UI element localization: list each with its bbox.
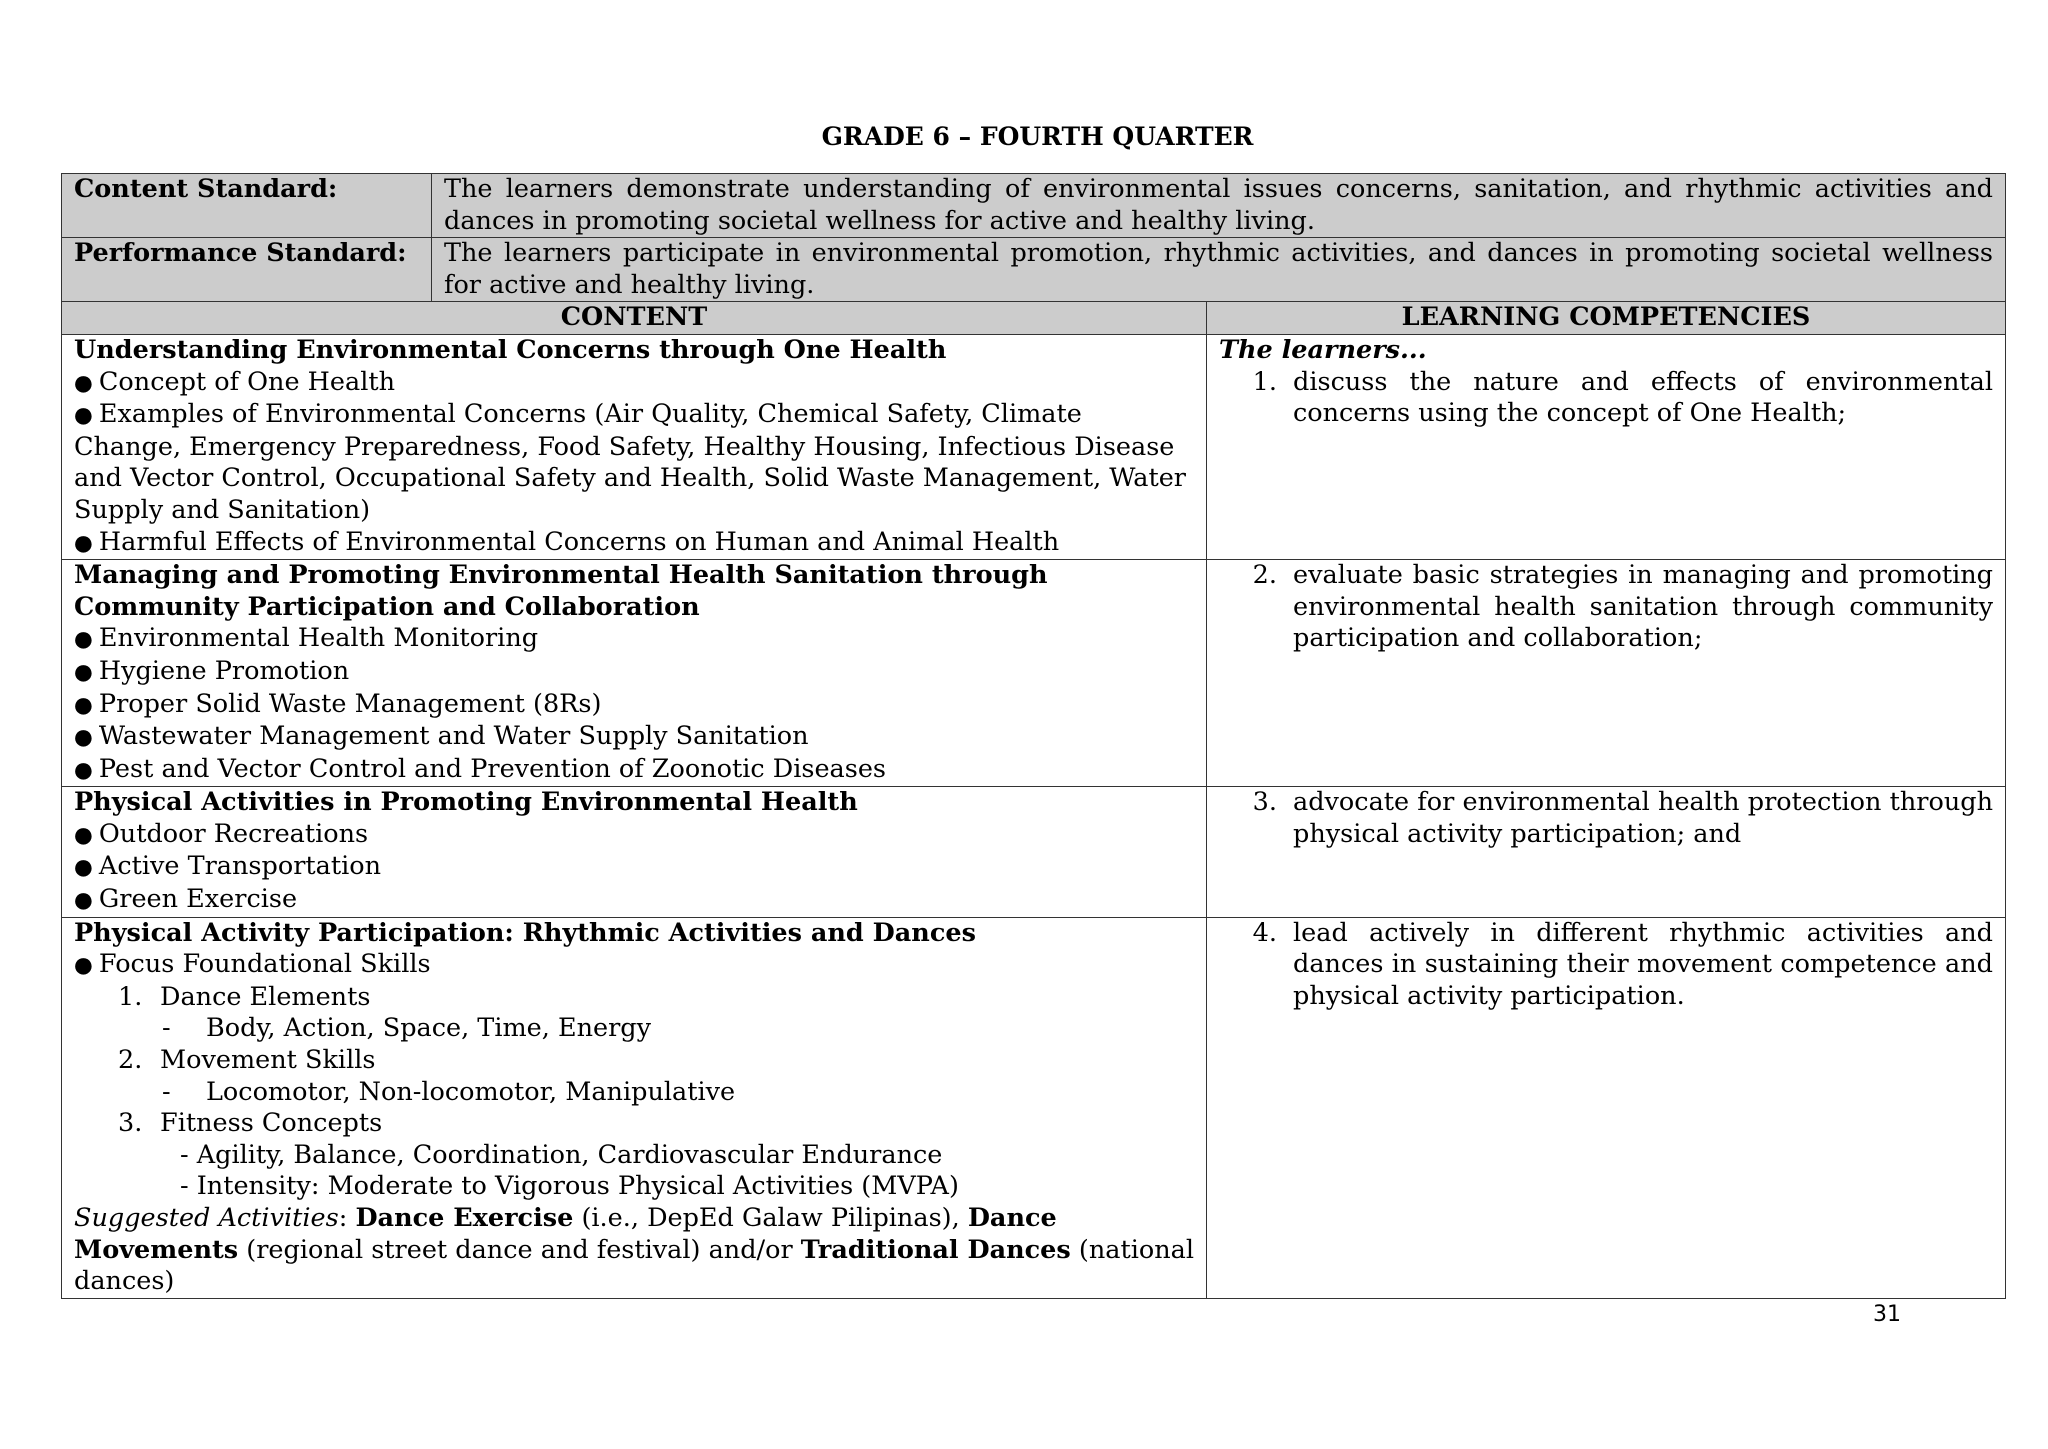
competency-text: advocate for environmental health protection through physical activity participation; and [1293, 787, 1994, 849]
learners-intro: The learners... [1219, 334, 1427, 365]
page-number: 31 [1873, 1302, 1901, 1327]
competency-text: evaluate basic strategies in managing and promoting environmental health sanitation through community participation and collaboration; [1293, 560, 1994, 654]
competency-item [1219, 560, 1993, 655]
bullet-icon [74, 527, 99, 557]
competency-number: 4. [1252, 917, 1277, 948]
content-cell [62, 787, 1207, 917]
competency-number: 1. [1252, 366, 1277, 397]
performance-standard-row [62, 238, 2006, 302]
bullet-icon [74, 399, 99, 429]
suggested-activities: Suggested Activities: Dance Exercise (i.e., DepEd Galaw Pilipinas), Dance Movements (regional street dance and festival) and/or Traditional Dances (national dances) [74, 1203, 1194, 1297]
list-item: ● Hygiene Promotion [74, 656, 1194, 689]
column-header-row [62, 302, 2006, 335]
list-item: ● Proper Solid Waste Management (8Rs) [74, 689, 1194, 722]
list-item: ● Green Exercise [74, 884, 1194, 917]
competencies-header: LEARNING COMPETENCIES [1207, 302, 2006, 335]
table-row [62, 334, 2006, 559]
performance-standard-label: Performance Standard: [62, 238, 432, 302]
competency-text: lead actively in different rhythmic activities and dances in sustaining their movement competence and physical activity participation. [1293, 917, 1994, 1011]
content-header: CONTENT [62, 302, 1207, 335]
bullet-icon [74, 367, 99, 397]
bullet-icon [74, 819, 99, 849]
list-item: ● Pest and Vector Control and Prevention of Zoonotic Diseases [74, 754, 1194, 787]
table-row [62, 560, 2006, 787]
skill-detail: - Intensity: Moderate to Vigorous Physical Activities (MVPA) [180, 1171, 959, 1202]
topic-heading: Understanding Environmental Concerns through One Health [74, 334, 947, 365]
skill-item: 1. Dance Elements [118, 981, 371, 1012]
performance-standard-text: The learners participate in environmental promotion, rhythmic activities, and dances in promoting societal wellness for active and healthy living. [432, 238, 2006, 302]
skill-detail: - Body, Action, Space, Time, Energy [162, 1013, 652, 1044]
bullet-icon [74, 851, 99, 881]
competency-cell [1207, 917, 2006, 1298]
list-item: ● Wastewater Management and Water Supply Sanitation [74, 721, 1194, 754]
bullet-icon [74, 623, 99, 653]
page-title: GRADE 6 – FOURTH QUARTER [821, 122, 1254, 151]
list-item: ● Examples of Environmental Concerns (Air Quality, Chemical Safety, Climate Change, Emergency Preparedness, Food Safety, Healthy Housing, Infectious Disease and Vector Control, Occupational Safety and Health, Solid Waste Management, Water Supply and Sanitation) [74, 399, 1194, 526]
content-cell [62, 917, 1207, 1298]
skill-item: 3. Fitness Concepts [118, 1108, 383, 1139]
bullet-icon [74, 884, 99, 914]
topic-heading: Physical Activities in Promoting Environmental Health [74, 787, 858, 818]
competency-number: 2. [1252, 560, 1277, 591]
curriculum-table [61, 173, 2006, 1299]
list-item: ● Concept of One Health [74, 367, 1194, 400]
table-row [62, 787, 2006, 917]
bullet-icon [74, 656, 99, 686]
competency-cell [1207, 787, 2006, 917]
competency-cell [1207, 560, 2006, 787]
competency-cell [1207, 334, 2006, 559]
table-row [62, 917, 2006, 1298]
skill-detail: - Agility, Balance, Coordination, Cardiovascular Endurance [180, 1139, 943, 1170]
competency-item [1219, 367, 1993, 430]
topic-heading: Managing and Promoting Environmental Health Sanitation through Community Participation and Collaboration [74, 560, 1048, 622]
competency-text: discuss the nature and effects of environmental concerns using the concept of One Health; [1293, 366, 1994, 429]
content-cell [62, 560, 1207, 787]
competency-item [1219, 918, 1993, 1013]
content-standard-text: The learners demonstrate understanding of environmental issues concerns, sanitation, and rhythmic activities and dances in promoting societal wellness for active and healthy living. [432, 174, 2006, 238]
list-item: ● Active Transportation [74, 851, 1194, 884]
list-item: ● Environmental Health Monitoring [74, 623, 1194, 656]
competency-number: 3. [1252, 787, 1277, 818]
bullet-icon [74, 949, 99, 979]
content-cell [62, 334, 1207, 559]
bullet-icon [74, 689, 99, 719]
bullet-icon [74, 721, 99, 751]
list-item: ● Focus Foundational Skills [74, 949, 1194, 982]
content-standard-label: Content Standard: [62, 174, 432, 238]
list-item: ● Outdoor Recreations [74, 819, 1194, 852]
bullet-icon [74, 754, 99, 784]
competency-item [1219, 787, 1993, 850]
skill-detail: - Locomotor, Non-locomotor, Manipulative [162, 1076, 736, 1107]
topic-heading: Physical Activity Participation: Rhythmic Activities and Dances [74, 917, 976, 948]
list-item: ● Harmful Effects of Environmental Concerns on Human and Animal Health [74, 527, 1194, 560]
skill-item: 2. Movement Skills [118, 1045, 376, 1076]
content-standard-row [62, 174, 2006, 238]
